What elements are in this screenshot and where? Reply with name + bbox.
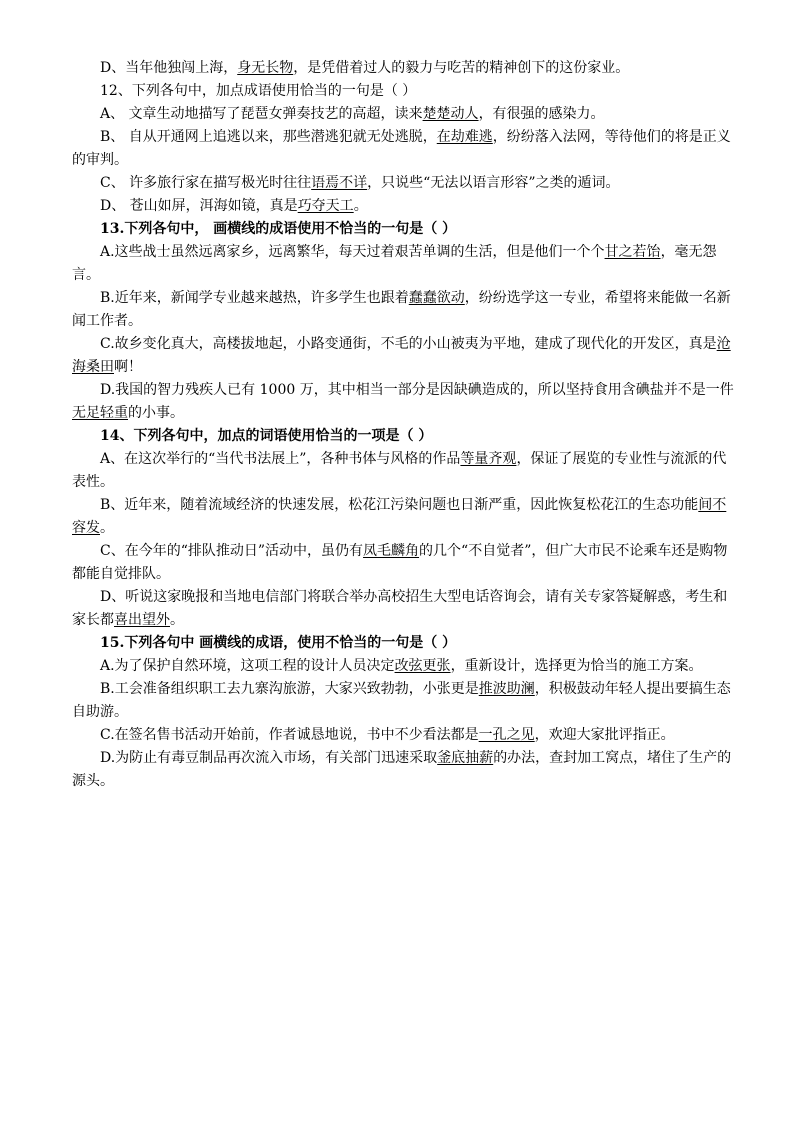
text-segment: 的小事。 [128, 405, 184, 421]
text-segment: B、 自从开通网上追逃以来，那些潜逃犯就无处逃脱， [100, 129, 437, 145]
underlined-idiom: 沧海桑田 [72, 336, 731, 375]
underlined-idiom: 身无长物 [237, 60, 294, 76]
text-segment: C、在今年的“排队推动日”活动中，虽仍有 [100, 543, 364, 559]
text-segment: D、 苍山如屏，洱海如镜，真是 [100, 198, 298, 214]
text-segment: D、听说这家晚报和当地电信部门将联合举办高校招生大型电话咨询会，请有关专家答疑解惑，考生和家长都 [72, 589, 728, 628]
text-segment: ，是凭借着过人的毅力与吃苦的精神创下的这份家业。 [293, 60, 630, 76]
text-segment: D.为防止有毒豆制品再次流入市场，有关部门迅速采取 [100, 750, 438, 766]
underlined-idiom: 间不容发 [72, 497, 727, 536]
underlined-idiom: 一孔之见 [478, 727, 535, 743]
text-segment: D、当年他独闯上海， [100, 60, 238, 76]
document-paragraph [72, 333, 738, 379]
text-segment: B.近年来，新闻学专业越来越热，许多学生也跟着 [100, 290, 409, 306]
document-paragraph [72, 448, 738, 494]
text-segment: ，保证了展览的专业性与流派的代表性。 [72, 451, 727, 490]
underlined-idiom: 无足轻重 [72, 405, 128, 421]
document-paragraph [72, 540, 738, 586]
document-paragraph [72, 287, 738, 333]
text-segment: B.工会准备组织职工去九寨沟旅游，大家兴致勃勃，小张更是 [100, 681, 479, 697]
document-paragraph [72, 747, 738, 793]
document-paragraph [72, 632, 738, 655]
text-segment: ，重新设计，选择更为恰当的施工方案。 [450, 658, 703, 674]
text-segment: ，毫无怨言。 [72, 244, 717, 283]
text-segment: 。 [353, 198, 368, 214]
document-paragraph [72, 724, 738, 747]
text-segment: A、在这次举行的“当代书法展上”，各种书体与风格的作品 [100, 451, 461, 467]
underlined-idiom: 凤毛麟角 [363, 543, 420, 559]
text-segment: ，纷纷选学这一专业，希望将来能做一名新闻工作者。 [72, 290, 731, 329]
document-paragraph [72, 425, 738, 448]
underlined-idiom: 巧夺天工 [297, 198, 354, 214]
document-paragraph [72, 494, 738, 540]
document-paragraph [72, 586, 738, 632]
text-segment: 。 [170, 612, 184, 628]
text-segment: ，纷纷落入法网，等待他们的将是正义的审判。 [72, 129, 731, 168]
text-segment: ，只说些“无法以语言形容”之类的遁词。 [367, 175, 620, 191]
text-segment: C、 许多旅行家在描写极光时往往 [100, 175, 312, 191]
text-segment: ，有很强的感染力。 [478, 106, 605, 122]
text-segment: 。 [100, 520, 114, 536]
document-body [72, 57, 738, 793]
document-paragraph [72, 655, 738, 678]
text-segment: C.故乡变化真大，高楼拔地起，小路变通街，不毛的小山被夷为平地，建成了现代化的开发区，真是 [100, 336, 717, 352]
underlined-idiom: 等量齐观 [460, 451, 517, 467]
document-paragraph [72, 172, 738, 195]
underlined-idiom: 喜出望外 [114, 612, 170, 628]
document-paragraph [72, 80, 738, 103]
text-segment: A.为了保护自然环境，这项工程的设计人员决定 [100, 658, 395, 674]
text-segment: 的几个“不自觉者”，但广大市民不论乘车还是购物都能自觉排队。 [72, 543, 728, 582]
document-paragraph [72, 57, 738, 80]
underlined-idiom: 甘之若饴 [604, 244, 661, 260]
document-paragraph [72, 195, 738, 218]
text-segment: B、近年来，随着流域经济的快速发展，松花江污染问题也日渐严重，因此恢复松花江的生态功能 [100, 497, 699, 513]
underlined-idiom: 釜底抽薪 [437, 750, 494, 766]
text-segment: 12、下列各句中，加点成语使用恰当的一句是（ ） [100, 83, 417, 99]
text-segment: 14、下列各句中，加点的词语使用恰当的一项是（ ） [100, 428, 433, 444]
underlined-idiom: 楚楚动人 [422, 106, 479, 122]
text-segment: ，积极鼓动年轻人提出要搞生态自助游。 [72, 681, 731, 720]
underlined-idiom: 在劫难逃 [436, 129, 493, 145]
underlined-idiom: 蠢蠢欲动 [408, 290, 465, 306]
document-paragraph [72, 379, 738, 425]
text-segment: 啊！ [114, 359, 142, 375]
underlined-idiom: 语焉不详 [311, 175, 368, 191]
text-segment: C.在签名售书活动开始前，作者诚恳地说，书中不少看法都是 [100, 727, 479, 743]
text-segment: 13.下列各句中， 画横线的成语使用不恰当的一句是（ ） [100, 221, 457, 237]
document-paragraph [72, 218, 738, 241]
document-paragraph [72, 678, 738, 724]
underlined-idiom: 改弦更张 [394, 658, 451, 674]
text-segment: 的办法，查封加工窝点，堵住了生产的源头。 [72, 750, 732, 789]
document-paragraph [72, 103, 738, 126]
document-paragraph [72, 126, 738, 172]
text-segment: 15.下列各句中 画横线的成语，使用不恰当的一句是（ ） [100, 635, 457, 651]
text-segment: D.我国的智力残疾人已有 1000 万，其中相当一部分是因缺碘造成的，所以坚持食用含碘盐并不是一件 [100, 382, 734, 398]
text-segment: A、 文章生动地描写了琵琶女弹奏技艺的高超，读来 [100, 106, 423, 122]
text-segment: ，欢迎大家批评指正。 [534, 727, 675, 743]
underlined-idiom: 推波助澜 [478, 681, 535, 697]
document-paragraph [72, 241, 738, 287]
text-segment: A.这些战士虽然远离家乡，远离繁华，每天过着艰苦单调的生活，但是他们一个个 [100, 244, 605, 260]
